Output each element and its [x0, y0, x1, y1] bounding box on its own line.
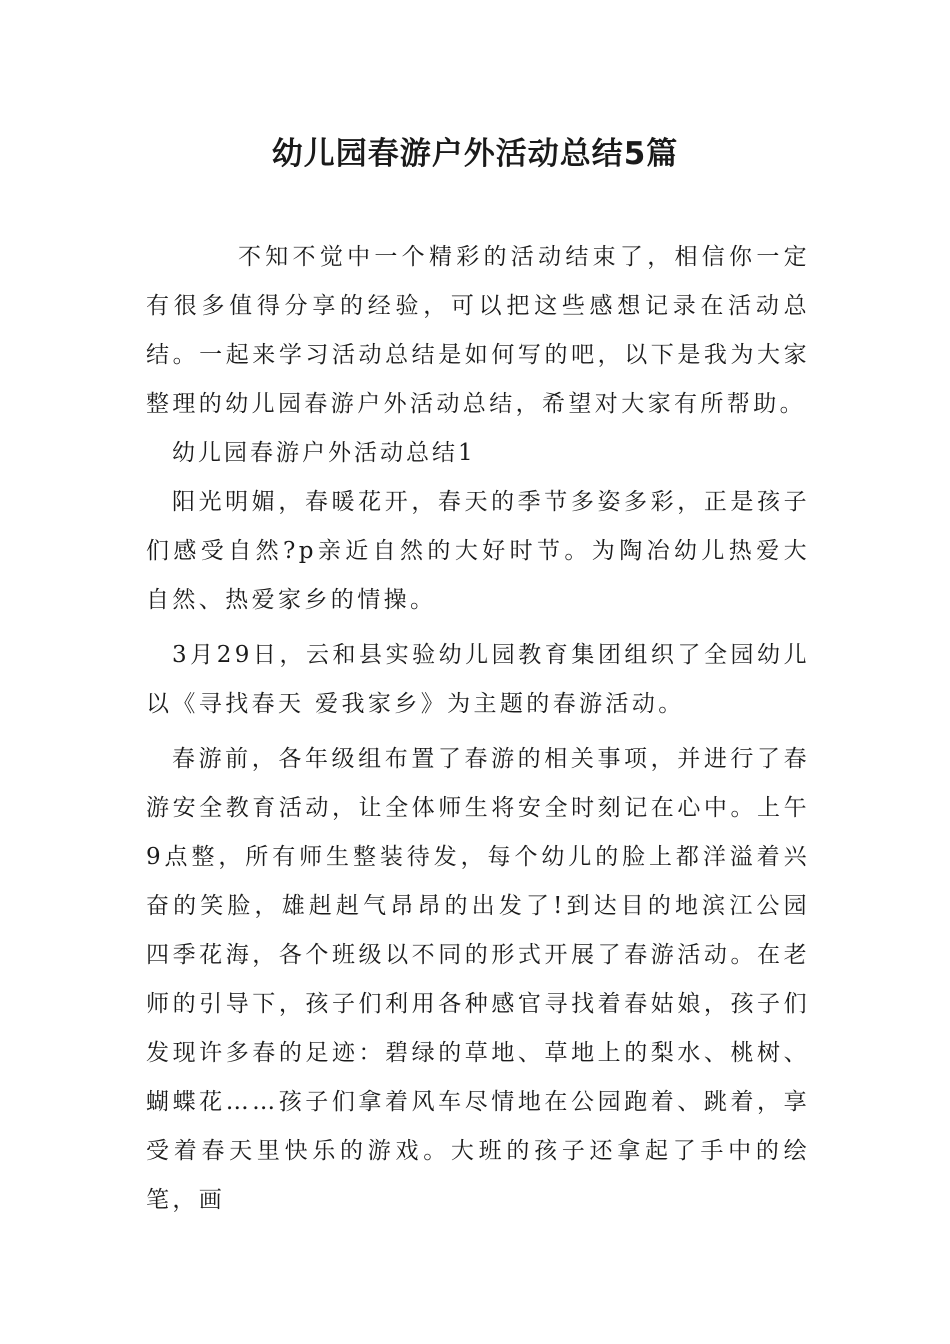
body-paragraph-3: 春游前，各年级组布置了春游的相关事项，并进行了春游安全教育活动，让全体师生将安全时刻记在心中。上午9点整，所有师生整装待发，每个幼儿的脸上都洋溢着兴奋的笑脸，雄赳赳气昂昂的出发了!到达目的地滨江公园四季花海，各个班级以不同的形式开展了春游活动。在老师的引导下，孩子们利用各种感官寻找着春姑娘，孩子们发现许多春的足迹：碧绿的草地、草地上的梨水、桃树、蝴蝶花……孩子们拿着风车尽情地在公园跑着、跳着，享受着春天里快乐的游戏。大班的孩子还拿起了手中的绘笔，画: [146, 746, 810, 1213]
body-paragraph-2: 3月29日，云和县实验幼儿园教育集团组织了全园幼儿以《寻找春天 爱我家乡》为主题的春游活动。: [146, 642, 810, 717]
document-title: 幼儿园春游户外活动总结5篇: [271, 136, 679, 172]
body-paragraph-1: 阳光明媚，春暖花开，春天的季节多姿多彩，正是孩子们感受自然?p亲近自然的大好时节。为陶冶幼儿热爱大自然、热爱家乡的情操。: [146, 489, 810, 613]
intro-paragraph: 不知不觉中一个精彩的活动结束了，相信你一定有很多值得分享的经验，可以把这些感想记录在活动总结。一起来学习活动总结是如何写的吧，以下是我为大家整理的幼儿园春游户外活动总结，希望对大家有所帮助。: [146, 244, 810, 417]
document-body: [146, 233, 810, 1225]
section-heading: 幼儿园春游户外活动总结1: [172, 440, 476, 466]
